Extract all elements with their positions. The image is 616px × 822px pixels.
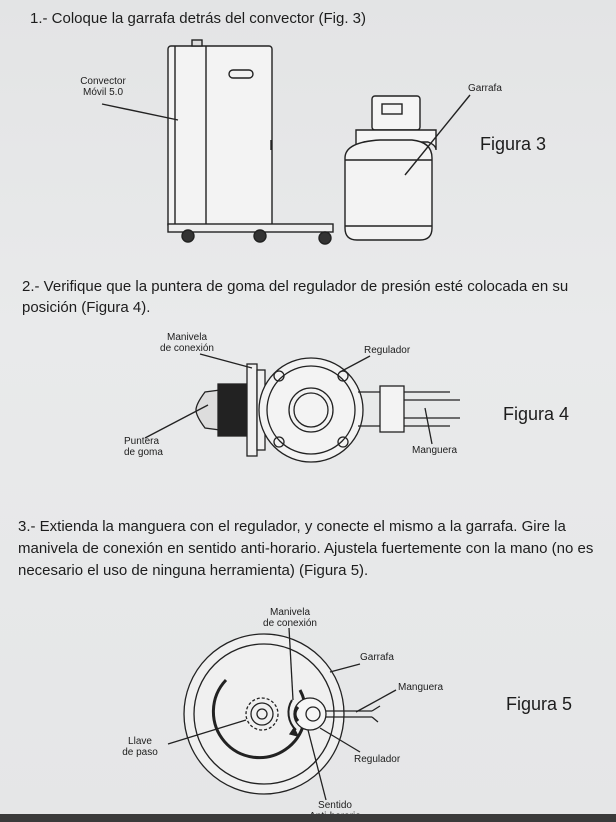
fig5-manivela-line1: Manivela xyxy=(269,607,311,618)
fig5-garrafa-label: Garrafa xyxy=(360,652,394,663)
fig5-regulador-label: Regulador xyxy=(354,754,401,765)
fig5-llave-line2: de paso xyxy=(122,747,158,758)
fig5-llave-label xyxy=(112,736,168,758)
step-2-text-line1: 2.- Verifique que la puntera de goma del regulador de presión esté colocada en su xyxy=(22,278,569,295)
fig3-garrafa-label: Garrafa xyxy=(468,83,502,94)
fig5-sentido-line1: Sentido xyxy=(318,800,352,811)
fig4-regulador-label: Regulador xyxy=(364,345,411,356)
figure-5-caption: Figura 5 xyxy=(506,694,573,714)
step-2-text-line2: posición (Figura 4). xyxy=(22,299,151,316)
step-3-text-line1: 3.- Extienda la manguera con el regulador, y conecte el mismo a la garrafa. Gire la xyxy=(18,518,566,535)
fig4-manguera-label: Manguera xyxy=(412,445,458,456)
page-bottom-edge xyxy=(0,814,616,822)
step-3-text-line2: manivela de conexión en sentido anti-horario. Ajustela fuertemente con la mano (no es xyxy=(18,540,594,557)
fig5-manivela-line2: de conexión xyxy=(263,618,317,629)
fig4-manivela-line1: Manivela xyxy=(166,332,208,343)
fig3-convector-line1: Convector xyxy=(80,76,126,87)
fig5-manguera-label: Manguera xyxy=(398,682,444,693)
step-3-text-line3: necesario el uso de ninguna herramienta) (Figura 5). xyxy=(18,562,369,579)
fig4-puntera-line2: de goma xyxy=(124,447,163,458)
fig4-manivela-line2: de conexión xyxy=(160,343,214,354)
fig5-llave-line1: Llave xyxy=(128,736,152,747)
fig3-convector-line2: Móvil 5.0 xyxy=(82,87,123,98)
step-1-text: 1.- Coloque la garrafa detrás del convector (Fig. 3) xyxy=(30,10,366,27)
figure-4-caption: Figura 4 xyxy=(503,404,570,424)
figure-3-caption: Figura 3 xyxy=(480,134,547,154)
fig5-manivela-label xyxy=(254,607,326,629)
fig4-puntera-line1: Puntera xyxy=(124,436,160,447)
